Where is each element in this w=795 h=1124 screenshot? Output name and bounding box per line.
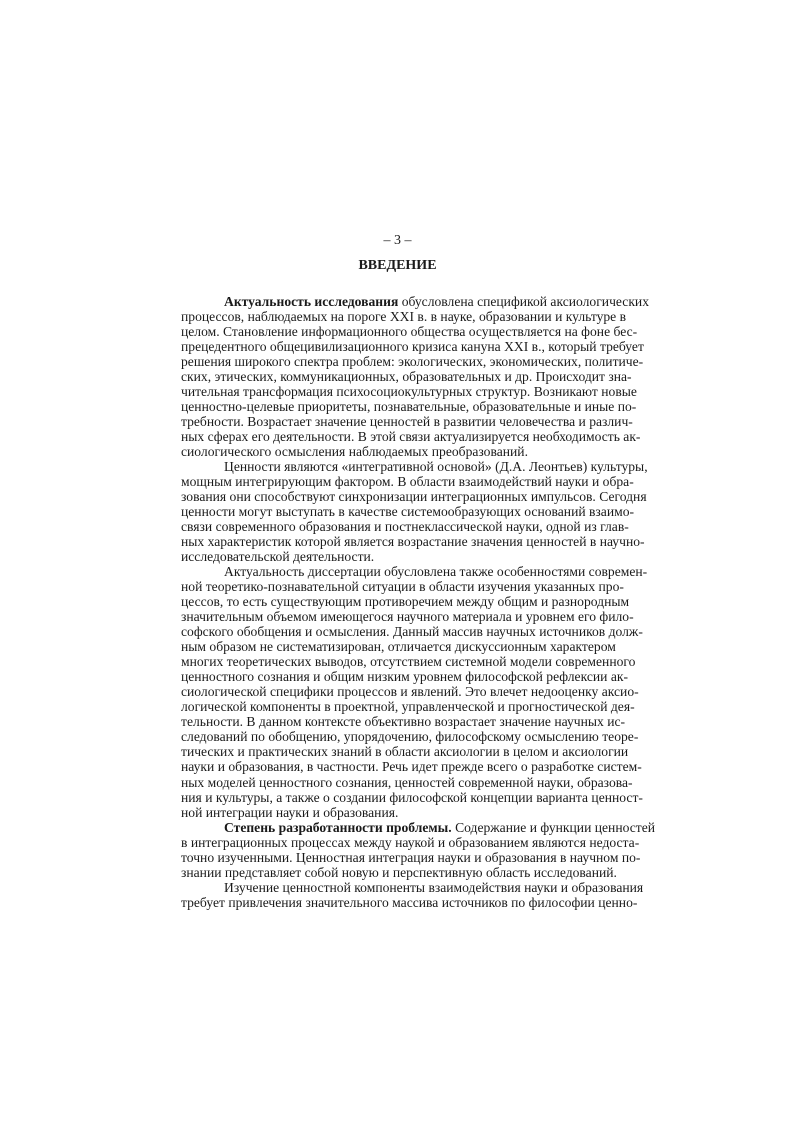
line-text: значительным объемом имеющегося научного материала и уровнем его фило- <box>181 609 634 625</box>
line-text: зования они способствуют синхронизации интеграционных импульсов. Сегодня <box>181 489 647 505</box>
paragraph <box>181 879 644 910</box>
line-text: требности. Возрастает значение ценностей в развитии человечества и различ- <box>181 414 633 430</box>
text-line <box>181 549 615 564</box>
text-line <box>181 369 632 385</box>
bold-lead: Степень разработанности проблемы. <box>224 819 452 835</box>
text-line <box>181 609 634 625</box>
text-line <box>181 414 633 430</box>
text-line <box>181 594 630 610</box>
line-text: мощным интегрирующим фактором. В области взаимодействий науки и обра- <box>181 474 634 490</box>
bold-lead: Актуальность исследования <box>224 294 399 309</box>
text-line <box>181 894 638 910</box>
text-line <box>181 624 643 640</box>
line-text: сиологической специфики процессов и явлений. Это влечет недооценку аксио- <box>181 684 639 700</box>
line-text: ных моделей ценностного сознания, ценностей современной науки, образова- <box>181 774 633 790</box>
line-text: цессов, то есть существующим противоречием между общим и разнородным <box>181 594 630 610</box>
line-text: многих теоретических выводов, отсутствием системной модели современного <box>181 654 636 670</box>
line-text: ценностно-целевые приоритеты, познавательные, образовательные и иные по- <box>181 399 637 415</box>
text-line <box>181 519 629 535</box>
text-line <box>181 564 648 580</box>
line-text: решения широкого спектра проблем: экологических, экономических, политиче- <box>181 354 644 370</box>
line-text: знании представляет собой новую и перспективную область исследований. <box>181 864 617 880</box>
line-text: следований по обобщению, упорядочению, философскому осмыслению теоре- <box>181 729 639 745</box>
page-number: – 3 – <box>383 233 412 248</box>
text-line <box>181 429 641 445</box>
text-line <box>181 384 637 400</box>
text-line <box>181 474 634 490</box>
text-line <box>181 489 647 505</box>
text-line <box>181 504 635 520</box>
text-line <box>181 324 638 340</box>
text-line <box>181 805 615 820</box>
paragraph <box>181 564 648 820</box>
text-line <box>181 744 629 760</box>
text-line <box>181 669 628 685</box>
line-text: логической компоненты в проектной, управленческой и прогностической дея- <box>181 699 635 715</box>
line-text: обусловлена спецификой аксиологических <box>398 294 649 309</box>
line-text: Ценности являются «интегративной основой» (Д.А. Леонтьев) культуры, <box>224 459 648 475</box>
text-line <box>181 339 644 355</box>
line-text: тельности. В данном контексте объективно возрастает значение научных ис- <box>181 714 626 730</box>
line-text: Актуальность диссертации обусловлена также особенностями современ- <box>224 564 648 580</box>
line-text: ной теоретико-познавательной ситуации в области изучения указанных про- <box>181 579 624 595</box>
text-line <box>181 444 615 459</box>
line-text: Содержание и функции ценностей <box>451 819 656 835</box>
text-line <box>181 714 626 730</box>
line-text: чительная трансформация психосоциокультурных структур. Возникают новые <box>181 384 637 400</box>
text-line <box>181 639 615 654</box>
text-line <box>181 789 643 805</box>
line-text: науки и образования, в частности. Речь идет прежде всего о разработке систем- <box>181 759 642 775</box>
text-line <box>181 774 633 790</box>
line-text: целом. Становление информационного общества осуществляется на фоне бес- <box>181 324 638 340</box>
text-line <box>181 309 627 325</box>
text-line <box>181 534 645 550</box>
line-text: ских, этических, коммуникационных, образовательных и др. Происходит зна- <box>181 369 632 385</box>
line-text: ной интеграции науки и образования. <box>181 804 399 820</box>
paragraph <box>181 819 656 880</box>
text-line <box>181 354 644 370</box>
text-line <box>181 459 648 475</box>
text-line <box>181 699 635 715</box>
text-line <box>181 399 637 415</box>
line-text: ценностного сознания и общим низким уровнем философской рефлексии ак- <box>181 669 628 685</box>
line-text: тических и практических знаний в области аксиологии в целом и аксиологии <box>181 744 629 760</box>
line-text: связи современного образования и постнеклассической науки, одной из глав- <box>181 519 629 535</box>
text-line <box>181 729 639 745</box>
text-line <box>181 654 636 670</box>
line-text: ным образом не систематизирован, отличается дискуссионным характером <box>181 639 616 655</box>
line-text: требует привлечения значительного массива источников по философии ценно- <box>181 894 638 910</box>
line-text: в интеграционных процессах между наукой и образованием являются недоста- <box>181 834 640 850</box>
document-body <box>181 294 656 910</box>
line-text: софского обобщения и осмысления. Данный массив научных источников долж- <box>181 624 643 640</box>
line-text: ценности могут выступать в качестве системообразующих оснований взаимо- <box>181 504 635 520</box>
text-line <box>181 865 615 880</box>
section-heading: ВВЕДЕНИЕ <box>358 258 437 273</box>
line-text: ных характеристик которой является возрастание значения ценностей в научно- <box>181 534 645 550</box>
paragraph <box>181 459 648 565</box>
line-text: ных сферах его деятельности. В этой связи актуализируется необходимость ак- <box>181 429 641 445</box>
text-line <box>181 849 641 865</box>
text-line <box>181 684 639 700</box>
text-line <box>181 759 642 775</box>
line-text: прецедентного общецивилизационного кризиса кануна XXI в., который требует <box>181 339 644 355</box>
line-text: точно изученными. Ценностная интеграция науки и образования в научном по- <box>181 849 641 865</box>
text-line <box>181 579 624 595</box>
text-line <box>181 834 640 850</box>
line-text: исследовательской деятельности. <box>181 549 375 565</box>
line-text: процессов, наблюдаемых на пороге XXI в. в науке, образовании и культуре в <box>181 309 627 325</box>
text-line <box>181 819 656 835</box>
line-text: сиологического осмысления наблюдаемых преобразований. <box>181 444 528 460</box>
paragraph <box>181 294 649 460</box>
text-line <box>181 879 644 895</box>
line-text: ния и культуры, а также о создании философской концепции варианта ценност- <box>181 789 643 805</box>
text-line <box>181 294 649 309</box>
line-text: Изучение ценностной компоненты взаимодействия науки и образования <box>224 879 644 895</box>
